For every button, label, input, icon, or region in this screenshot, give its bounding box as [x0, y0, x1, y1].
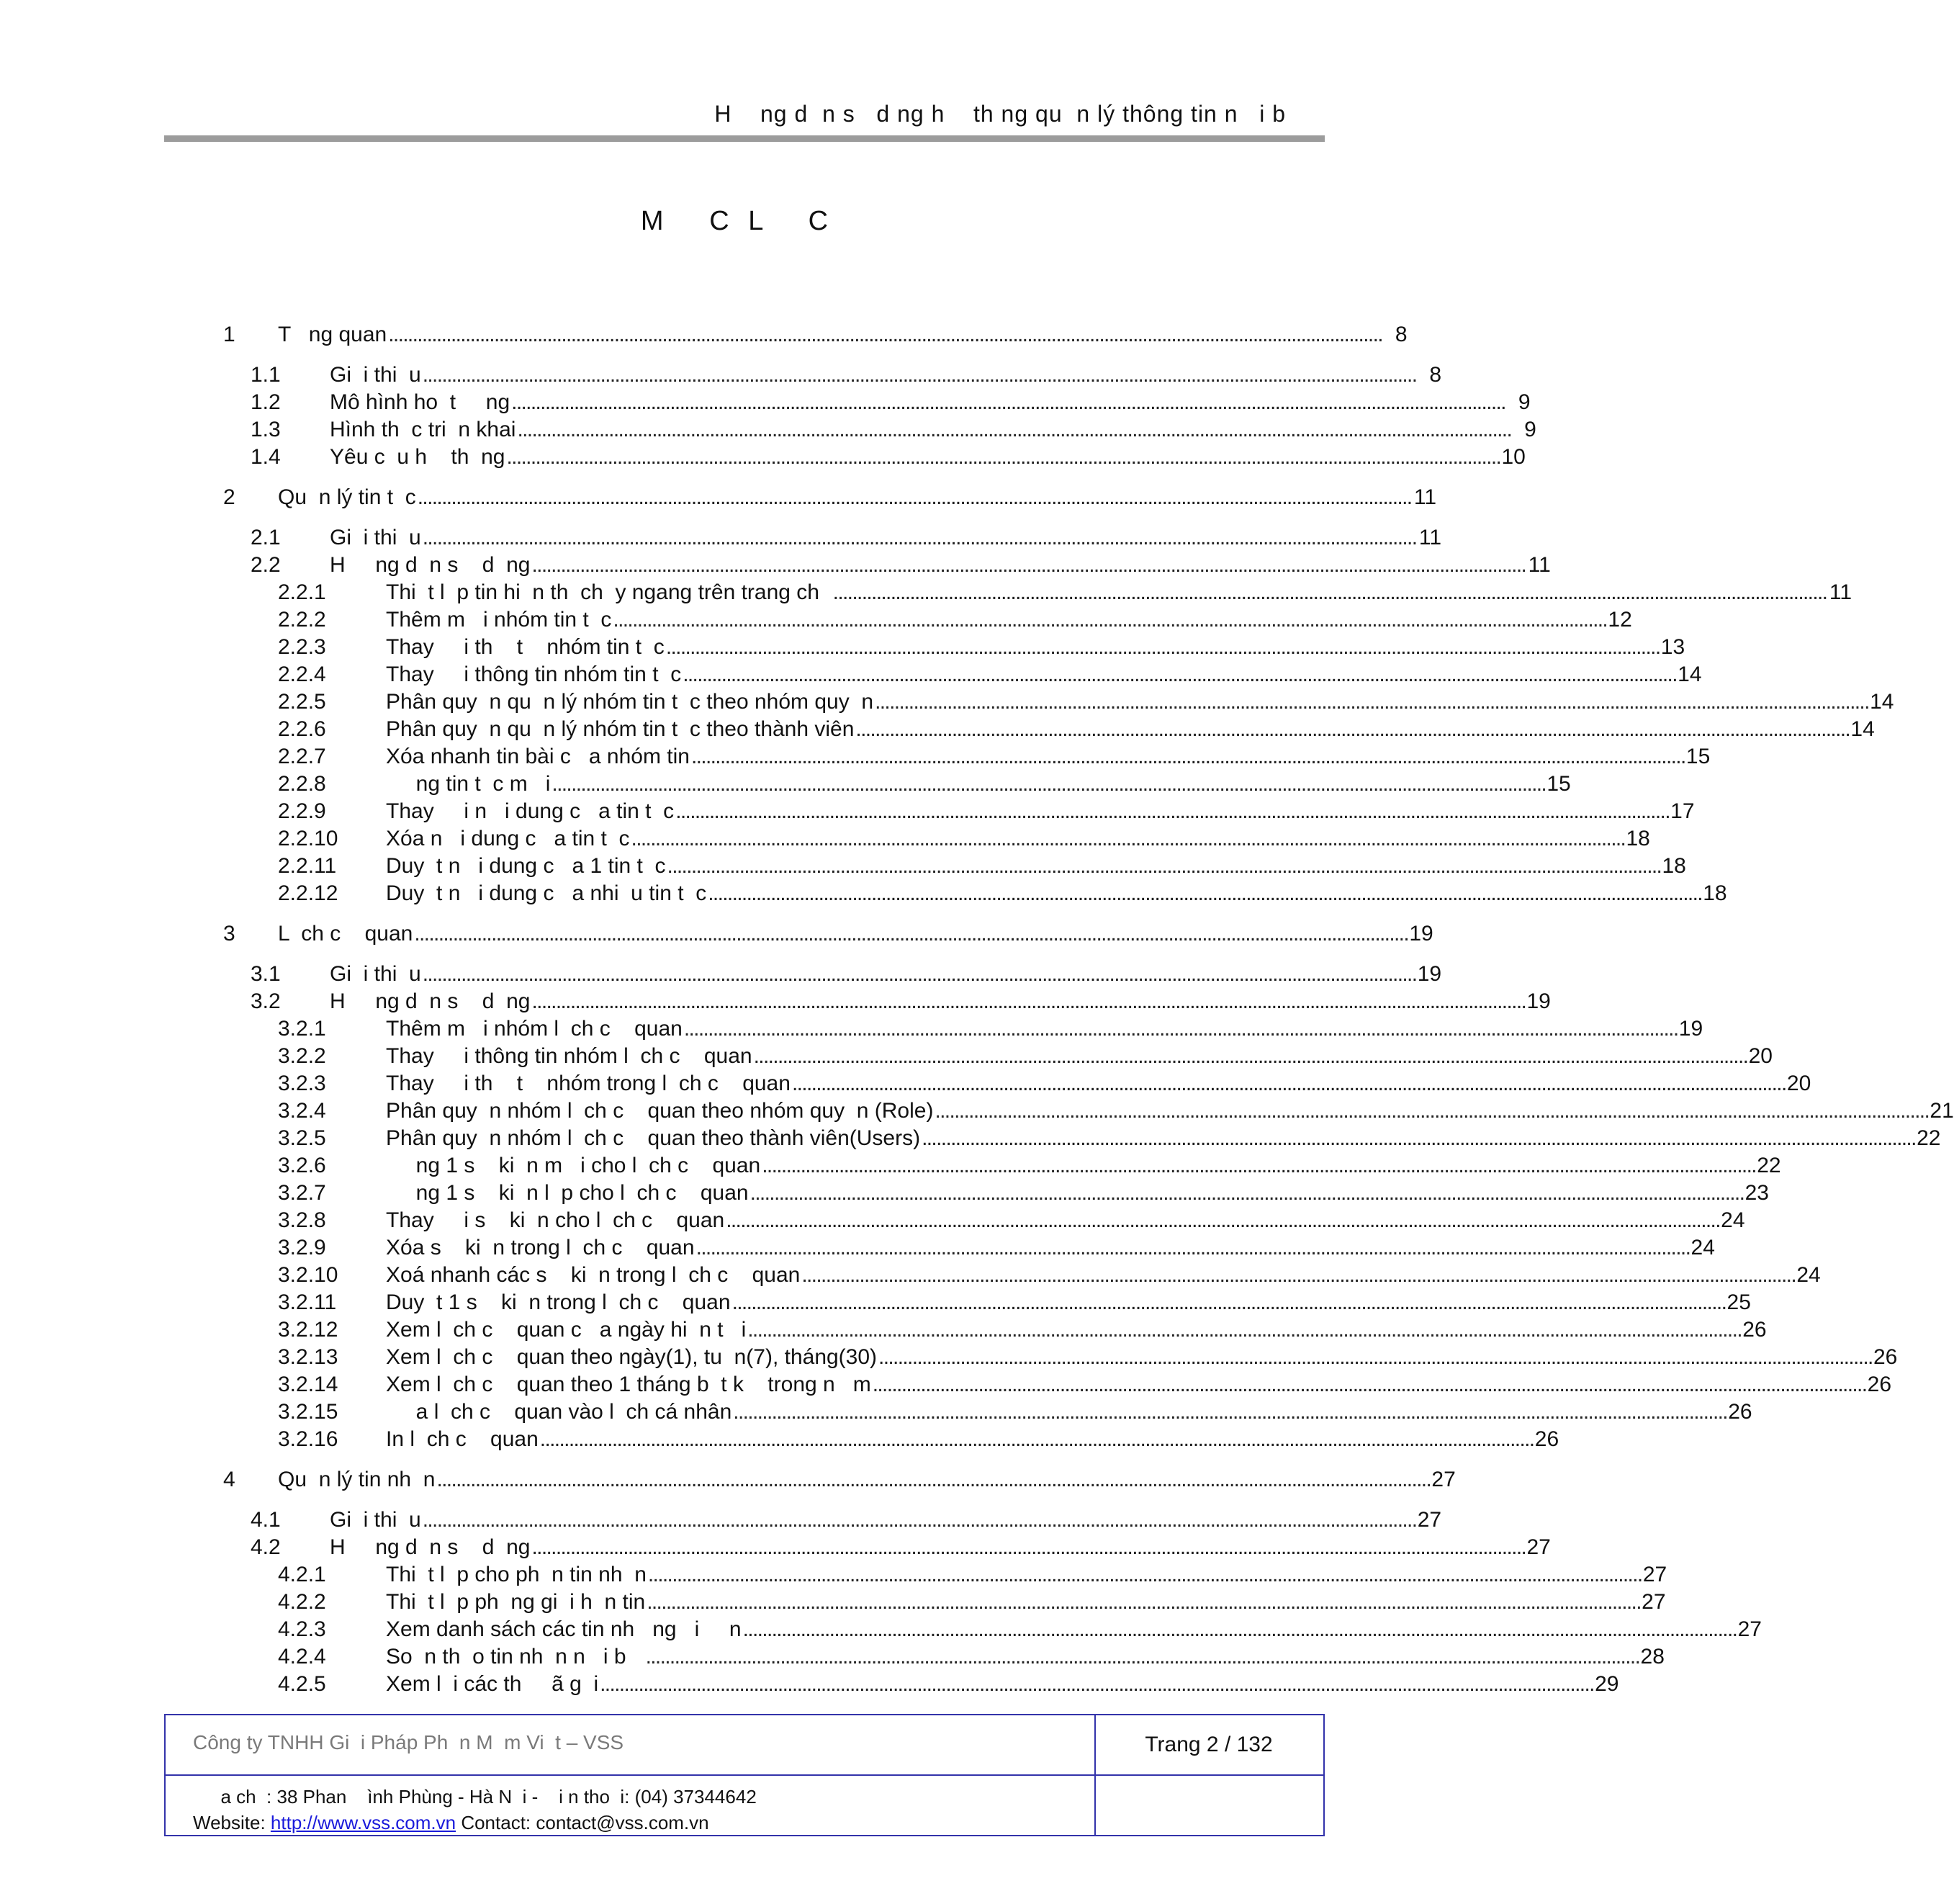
toc-entry[interactable] [223, 1207, 1745, 1234]
toc-dot-leader [647, 1589, 1638, 1616]
toc-dot-leader [732, 1289, 1724, 1316]
toc-entry-number: 3.2.14 [278, 1373, 338, 1396]
toc-entry[interactable] [223, 606, 1632, 634]
toc-dot-leader [423, 362, 1414, 389]
toc-entry[interactable] [223, 988, 1551, 1015]
toc-dot-leader [418, 484, 1409, 511]
toc-entry-page: 22 [1757, 1154, 1781, 1177]
toc-entry-page: 11 [1829, 580, 1852, 604]
toc-entry-page: 11 [1413, 485, 1437, 509]
toc-dot-leader [551, 771, 1543, 798]
toc-entry-page: 27 [1737, 1617, 1762, 1641]
toc-dot-leader [855, 716, 1847, 743]
footer-contact: Contact: contact@vss.com.vn [456, 1812, 709, 1833]
toc-entry[interactable] [223, 1426, 1559, 1453]
toc-entry-title: Phân quy n qu n lý nhóm tin t c theo nhóm quy n [386, 690, 874, 714]
toc-entry[interactable] [223, 389, 1531, 416]
toc-entry-title: Xem l i các th ã g i [386, 1672, 599, 1696]
toc-dot-leader [935, 1097, 1926, 1125]
toc-entry[interactable] [223, 1671, 1619, 1698]
toc-dot-leader [540, 1426, 1531, 1453]
toc-entry-title: L ch c quan [278, 922, 413, 946]
toc-entry[interactable] [223, 321, 1408, 349]
toc-entry-page: 8 [1395, 323, 1408, 346]
toc-entry-number: 4.2.1 [278, 1563, 326, 1586]
toc-entry-title: Duy t n i dung c a nhi u tin t c [386, 881, 707, 905]
footer-website-label: Website: [193, 1812, 271, 1833]
toc-entry-title: Thay i n i dung c a tin t c [386, 799, 675, 823]
toc-entry-page: 18 [1703, 881, 1727, 905]
toc-entry-page: 19 [1409, 922, 1433, 946]
toc-entry-title: Xoá nhanh các s ki n trong l ch c quan [386, 1263, 801, 1287]
toc-entry-title: Gi i thi u [330, 363, 421, 387]
toc-entry-title: Xem l ch c quan theo ngày(1), tu n(7), tháng(30) [386, 1345, 878, 1369]
toc-entry[interactable] [223, 920, 1433, 948]
toc-entry[interactable] [223, 1262, 1821, 1289]
toc-entry-page: 29 [1595, 1672, 1619, 1696]
toc-dot-leader [708, 880, 1699, 907]
toc-dot-leader [873, 1371, 1864, 1398]
toc-entry-page: 14 [1678, 663, 1702, 686]
toc-entry-number: 2.2.7 [278, 745, 326, 768]
toc-dot-leader [613, 606, 1604, 634]
toc-entry-page: 20 [1786, 1072, 1811, 1095]
toc-entry-number: 3.2.4 [278, 1099, 326, 1123]
toc-entry-number: 4.2.2 [278, 1590, 326, 1614]
toc-entry[interactable] [223, 825, 1650, 853]
toc-dot-leader [631, 825, 1623, 853]
toc-entry[interactable] [223, 634, 1685, 661]
toc-entry-page: 22 [1917, 1126, 1941, 1150]
toc-entry[interactable] [223, 1398, 1752, 1426]
toc-entry-number: 3.2.13 [278, 1345, 338, 1369]
toc-entry-title: Xóa nhanh tin bài c a nhóm tin [386, 745, 690, 768]
toc-entry-number: 1 [223, 323, 235, 346]
toc-dot-leader [833, 579, 1824, 606]
toc-entry-page: 24 [1690, 1236, 1715, 1259]
toc-dot-leader [875, 688, 1866, 716]
toc-entry-number: 1.1 [251, 363, 281, 387]
toc-entry[interactable] [223, 416, 1536, 444]
toc-entry-page: 9 [1524, 418, 1536, 441]
toc-entry-page: 11 [1418, 526, 1442, 549]
toc-entry-title: Thêm m i nhóm tin t c [386, 608, 612, 632]
toc-entry[interactable] [223, 1180, 1769, 1207]
toc-entry-page: 27 [1642, 1563, 1667, 1586]
toc-entry-page: 17 [1670, 799, 1695, 823]
toc-dot-leader [511, 389, 1503, 416]
toc-entry-title: Xóa n i dung c a tin t c [386, 827, 630, 850]
toc-entry[interactable] [223, 771, 1571, 798]
toc-entry-number: 2.1 [251, 526, 281, 549]
toc-entry-page: 26 [1867, 1373, 1892, 1396]
toc-dot-leader [683, 661, 1674, 688]
toc-entry[interactable] [223, 1070, 1811, 1097]
toc-entry-title: T ng quan [278, 323, 387, 346]
toc-entry[interactable] [223, 1371, 1892, 1398]
toc-entry-title: Qu n lý tin nh n [278, 1468, 436, 1491]
toc-entry-number: 2.2.4 [278, 663, 326, 686]
toc-entry-number: 3.2 [251, 989, 281, 1013]
toc-entry-page: 27 [1431, 1468, 1456, 1491]
toc-entry-page: 24 [1721, 1208, 1745, 1232]
toc-dot-leader [801, 1262, 1793, 1289]
toc-entry-page: 11 [1528, 553, 1551, 577]
toc-entry-number: 2.2.5 [278, 690, 326, 714]
toc-entry-page: 28 [1640, 1645, 1665, 1669]
toc-entry-title: H ng d n s d ng [330, 1535, 531, 1559]
toc-entry-number: 2.2.10 [278, 827, 338, 850]
toc-entry-title: Thay i th t nhóm tin t c [386, 635, 665, 659]
toc-entry-title: Duy t n i dung c a 1 tin t c [386, 854, 666, 878]
toc-entry-title: Phân quy n nhóm l ch c quan theo thành viên(Users) [386, 1126, 921, 1150]
toc-entry-page: 12 [1608, 608, 1632, 632]
toc-dot-leader [754, 1043, 1745, 1070]
toc-dot-leader [726, 1207, 1717, 1234]
toc-entry[interactable] [223, 1043, 1773, 1070]
toc-entry-number: 3.2.12 [278, 1318, 338, 1342]
toc-entry-number: 3.2.10 [278, 1263, 338, 1287]
toc-entry-page: 24 [1796, 1263, 1821, 1287]
toc-entry-title: Thay i thông tin nhóm tin t c [386, 663, 682, 686]
toc-entry[interactable] [223, 1466, 1456, 1494]
toc-entry-page: 19 [1526, 989, 1551, 1013]
toc-entry[interactable] [223, 1534, 1551, 1561]
toc-entry[interactable] [223, 1344, 1898, 1371]
toc-entry-number: 2.2.11 [278, 854, 337, 878]
toc-dot-leader [747, 1316, 1739, 1344]
toc-entry[interactable] [223, 579, 1852, 606]
toc-entry[interactable] [223, 552, 1551, 579]
footer-divider-horizontal [166, 1774, 1323, 1776]
toc-heading: M C L C [640, 206, 834, 236]
website-link[interactable]: http://www.vss.com.vn [270, 1812, 456, 1833]
toc-entry[interactable] [223, 362, 1442, 389]
toc-entry-number: 2.2.12 [278, 881, 338, 905]
toc-entry[interactable] [223, 1616, 1762, 1643]
toc-entry-page: 20 [1748, 1044, 1773, 1068]
toc-entry-title: Thi t l p cho ph n tin nh n [386, 1563, 647, 1586]
toc-entry-page: 26 [1534, 1427, 1559, 1451]
toc-entry-page: 10 [1501, 445, 1526, 469]
toc-entry[interactable] [223, 688, 1894, 716]
toc-dot-leader [388, 321, 1379, 349]
toc-entry-number: 3.2.8 [278, 1208, 326, 1232]
toc-dot-leader [507, 444, 1498, 471]
toc-entry-title: Xem l ch c quan theo 1 tháng b t k trong n m [386, 1373, 871, 1396]
footer-website-line [193, 1812, 709, 1834]
toc-entry[interactable] [223, 961, 1442, 988]
toc-entry-title: Thi t l p ph ng gi i h n tin [386, 1590, 646, 1614]
toc-entry-title: Thay i th t nhóm trong l ch c quan [386, 1072, 791, 1095]
toc-entry-title: Yêu c u h th ng [330, 445, 505, 469]
table-of-contents [223, 321, 1954, 1698]
toc-entry-title: ng tin t c m i [386, 772, 551, 796]
toc-entry[interactable] [223, 1316, 1767, 1344]
toc-dot-leader [922, 1125, 1913, 1152]
toc-entry-number: 3 [223, 922, 235, 946]
toc-entry-number: 3.2.7 [278, 1181, 326, 1205]
toc-entry-page: 27 [1526, 1535, 1551, 1559]
toc-entry-number: 2.2.3 [278, 635, 326, 659]
toc-entry-page: 26 [1742, 1318, 1767, 1342]
toc-entry-page: 23 [1744, 1181, 1769, 1205]
toc-entry[interactable] [223, 484, 1437, 511]
toc-entry-title: H ng d n s d ng [330, 989, 531, 1013]
toc-dot-leader [646, 1643, 1637, 1671]
toc-dot-leader [750, 1180, 1742, 1207]
toc-entry-number: 2 [223, 485, 235, 509]
toc-dot-leader [648, 1561, 1639, 1589]
header-rule [164, 135, 1325, 142]
toc-entry-number: 2.2.1 [278, 580, 326, 604]
toc-entry-number: 2.2.2 [278, 608, 326, 632]
toc-entry-title: Gi i thi u [330, 526, 421, 549]
toc-entry-page: 26 [1873, 1345, 1898, 1369]
toc-entry[interactable] [223, 661, 1702, 688]
toc-entry-number: 4.2 [251, 1535, 281, 1559]
footer-company: Công ty TNHH Gi i Pháp Ph n M m Vi t – VSS [193, 1731, 624, 1753]
toc-dot-leader [878, 1344, 1870, 1371]
toc-entry-page: 21 [1930, 1099, 1954, 1123]
toc-entry-number: 4.2.3 [278, 1617, 326, 1641]
toc-entry[interactable] [223, 1097, 1954, 1125]
toc-entry-number: 3.2.2 [278, 1044, 326, 1068]
toc-entry-number: 3.2.6 [278, 1154, 326, 1177]
toc-entry-page: 18 [1626, 827, 1650, 850]
toc-entry-number: 4.1 [251, 1508, 281, 1532]
toc-entry-number: 4.2.4 [278, 1645, 326, 1669]
toc-entry-number: 2.2 [251, 553, 281, 577]
toc-dot-leader [423, 524, 1414, 552]
toc-entry[interactable] [223, 853, 1686, 880]
toc-entry-number: 3.2.11 [278, 1290, 337, 1314]
toc-entry[interactable] [223, 1015, 1703, 1043]
toc-entry[interactable] [223, 743, 1711, 771]
toc-dot-leader [667, 853, 1659, 880]
toc-entry[interactable] [223, 1589, 1666, 1616]
toc-dot-leader [666, 634, 1657, 661]
toc-dot-leader [684, 1015, 1675, 1043]
toc-dot-leader [675, 798, 1667, 825]
toc-dot-leader [531, 988, 1523, 1015]
toc-entry[interactable] [223, 1561, 1667, 1589]
toc-entry-title: Gi i thi u [330, 962, 421, 986]
toc-entry-title: Xem l ch c quan c a ngày hi n t i [386, 1318, 747, 1342]
toc-entry-title: Thêm m i nhóm l ch c quan [386, 1017, 683, 1041]
toc-entry-title: Hình th c tri n khai [330, 418, 516, 441]
toc-entry-number: 3.2.1 [278, 1017, 326, 1041]
toc-entry-number: 4.2.5 [278, 1672, 326, 1696]
toc-entry-page: 26 [1728, 1400, 1752, 1424]
toc-entry[interactable] [223, 880, 1727, 907]
footer-page-number: Trang 2 / 132 [1145, 1733, 1273, 1756]
toc-entry-page: 25 [1726, 1290, 1751, 1314]
toc-entry-title: In l ch c quan [386, 1427, 539, 1451]
toc-entry-title: ng 1 s ki n l p cho l ch c quan [386, 1181, 749, 1205]
toc-entry-number: 4 [223, 1468, 235, 1491]
toc-entry-number: 3.2.3 [278, 1072, 326, 1095]
toc-entry[interactable] [223, 1506, 1442, 1534]
toc-entry-number: 3.2.5 [278, 1126, 326, 1150]
toc-entry-number: 1.2 [251, 390, 281, 414]
toc-dot-leader [696, 1234, 1688, 1262]
toc-entry[interactable] [223, 1125, 1941, 1152]
toc-entry[interactable] [223, 444, 1526, 471]
toc-entry-title: So n th o tin nh n n i b [386, 1645, 644, 1669]
toc-entry-title: ng 1 s ki n m i cho l ch c quan [386, 1154, 761, 1177]
toc-dot-leader [762, 1152, 1753, 1180]
toc-dot-leader [691, 743, 1683, 771]
toc-dot-leader [414, 920, 1405, 948]
footer-address: a ch : 38 Phan ình Phùng - Hà N i - i n tho i: (04) 37344642 [210, 1786, 757, 1808]
toc-entry-page: 19 [1417, 962, 1442, 986]
toc-entry-title: Gi i thi u [330, 1508, 421, 1532]
toc-entry-title: Xóa s ki n trong l ch c quan [386, 1236, 695, 1259]
toc-entry-page: 9 [1518, 390, 1531, 414]
toc-entry-page: 14 [1850, 717, 1875, 741]
header-title: H ng d n s d ng h th ng qu n lý thông tin n i b [714, 101, 1286, 127]
toc-dot-leader [531, 552, 1523, 579]
toc-entry-title: a l ch c quan vào l ch cá nhân [386, 1400, 732, 1424]
toc-entry-title: Duy t 1 s ki n trong l ch c quan [386, 1290, 731, 1314]
toc-entry-title: Thi t l p tin hi n th ch y ngang trên trang ch [386, 580, 832, 604]
toc-entry-title: Mô hình ho t ng [330, 390, 510, 414]
toc-entry-number: 3.2.9 [278, 1236, 326, 1259]
toc-dot-leader [517, 416, 1508, 444]
toc-entry[interactable] [223, 1234, 1715, 1262]
toc-entry-page: 15 [1685, 745, 1711, 768]
toc-entry-page: 18 [1662, 854, 1686, 878]
toc-dot-leader [423, 961, 1414, 988]
toc-entry-page: 13 [1660, 635, 1685, 659]
toc-entry-page: 15 [1546, 772, 1571, 796]
toc-entry-title: H ng d n s d ng [330, 553, 531, 577]
toc-dot-leader [436, 1466, 1428, 1494]
toc-entry-number: 1.3 [251, 418, 281, 441]
toc-entry-title: Phân quy n qu n lý nhóm tin t c theo thành viên [386, 717, 855, 741]
toc-entry-number: 2.2.8 [278, 772, 326, 796]
toc-entry-title: Xem danh sách các tin nh ng i n [386, 1617, 742, 1641]
toc-entry[interactable] [223, 1643, 1665, 1671]
toc-entry[interactable] [223, 716, 1875, 743]
toc-entry-number: 2.2.9 [278, 799, 326, 823]
toc-entry-title: Thay i thông tin nhóm l ch c quan [386, 1044, 752, 1068]
toc-entry-title: Thay i s ki n cho l ch c quan [386, 1208, 725, 1232]
toc-entry-number: 3.2.15 [278, 1400, 338, 1424]
toc-entry-number: 3.1 [251, 962, 281, 986]
toc-entry-number: 1.4 [251, 445, 281, 469]
toc-dot-leader [733, 1398, 1724, 1426]
toc-entry-page: 14 [1870, 690, 1894, 714]
toc-entry-page: 27 [1642, 1590, 1666, 1614]
toc-entry[interactable] [223, 798, 1695, 825]
toc-dot-leader [531, 1534, 1523, 1561]
toc-dot-leader [743, 1616, 1734, 1643]
toc-dot-leader [423, 1506, 1414, 1534]
footer-box [164, 1714, 1325, 1836]
toc-dot-leader [600, 1671, 1591, 1698]
toc-entry-page: 19 [1678, 1017, 1703, 1041]
toc-entry[interactable] [223, 524, 1442, 552]
toc-entry-number: 2.2.6 [278, 717, 326, 741]
toc-entry-title: Qu n lý tin t c [278, 485, 416, 509]
toc-entry-page: 27 [1417, 1508, 1442, 1532]
toc-dot-leader [792, 1070, 1783, 1097]
toc-entry-page: 8 [1429, 363, 1442, 387]
toc-entry-title: Phân quy n nhóm l ch c quan theo nhóm quy n (Role) [386, 1099, 934, 1123]
toc-entry[interactable] [223, 1152, 1781, 1180]
toc-entry-number: 3.2.16 [278, 1427, 338, 1451]
toc-entry[interactable] [223, 1289, 1751, 1316]
